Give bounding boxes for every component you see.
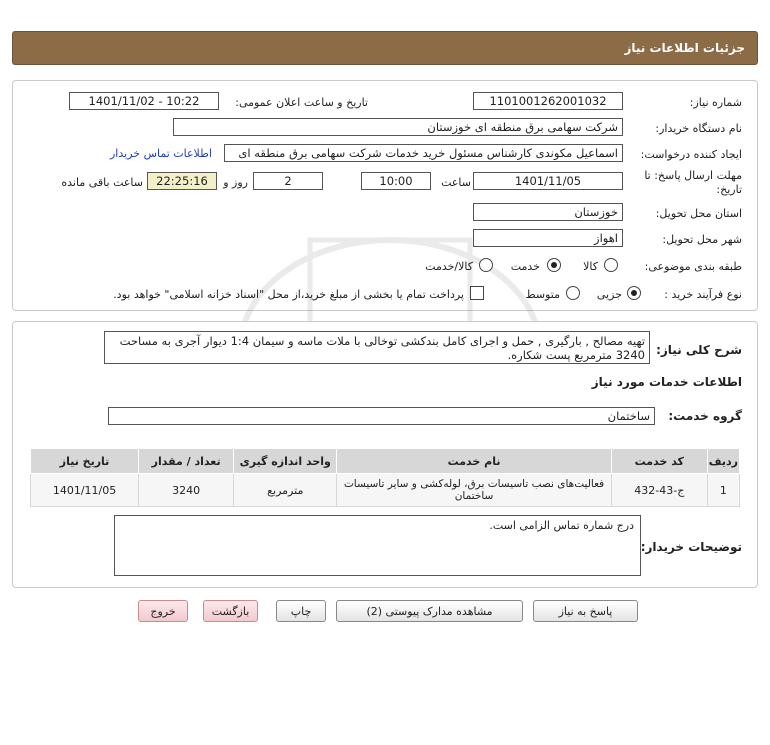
requester-label: ایجاد کننده درخواست: (640, 148, 742, 161)
print-button[interactable]: چاپ (276, 600, 326, 622)
cell-name: فعالیت‌های نصب تاسیسات برق، لوله‌کشی و سایر تاسیسات ساختمان (337, 474, 612, 507)
buyer-contact-link[interactable]: اطلاعات تماس خریدار (110, 147, 212, 160)
page-header (12, 31, 758, 65)
need-number-field[interactable]: 1101001262001032 (473, 92, 623, 110)
announce-field[interactable]: 1401/11/02 - 10:22 (69, 92, 219, 110)
city-label: شهر محل تحویل: (662, 233, 742, 246)
buyer-org-field[interactable]: شرکت سهامی برق منطقه ای خوزستان (173, 118, 623, 136)
process-option-medium: متوسط (525, 288, 560, 301)
province-field[interactable]: خوزستان (473, 203, 623, 221)
treasury-payment-checkbox[interactable] (470, 286, 484, 300)
attachments-button[interactable]: مشاهده مدارک پیوستی (2) (336, 600, 523, 622)
category-radio-goods[interactable] (604, 258, 618, 272)
service-group-field[interactable]: ساختمان (108, 407, 655, 425)
process-radio-minor[interactable] (627, 286, 641, 300)
process-label: نوع فرآیند خرید : (664, 288, 742, 301)
buyer-notes-text: درج شماره تماس الزامی است. (114, 515, 641, 576)
remaining-time-field: 22:25:16 (147, 172, 217, 190)
buyer-org-label: نام دستگاه خریدار: (655, 122, 742, 135)
cell-unit: مترمربع (234, 474, 337, 507)
category-option-goods: کالا (583, 260, 598, 273)
days-field[interactable]: 2 (253, 172, 323, 190)
service-group-label: گروه خدمت: (668, 409, 742, 423)
days-label: روز و (223, 176, 248, 189)
category-radio-service[interactable] (547, 258, 561, 272)
exit-button[interactable]: خروج (138, 600, 188, 622)
col-code: کد خدمت (611, 449, 707, 474)
services-section-title: اطلاعات خدمات مورد نیاز (591, 375, 742, 389)
cell-qty: 3240 (139, 474, 234, 507)
table-row[interactable] (31, 474, 740, 507)
need-info-panel (12, 80, 758, 311)
category-option-goods-service: کالا/خدمت (425, 260, 473, 273)
col-date: تاریخ نیاز (31, 449, 139, 474)
col-qty: تعداد / مقدار (139, 449, 234, 474)
remaining-label: ساعت باقی مانده (61, 176, 143, 189)
col-unit: واحد اندازه گیری (234, 449, 337, 474)
need-number-label: شماره نیاز: (689, 96, 742, 109)
deadline-time-field[interactable]: 10:00 (361, 172, 431, 190)
services-table (30, 448, 740, 507)
province-label: استان محل تحویل: (655, 207, 742, 220)
city-field[interactable]: اهواز (473, 229, 623, 247)
deadline-time-label: ساعت (441, 176, 471, 189)
buyer-notes-label: توضیحات خریدار: (640, 540, 742, 554)
deadline-date-label: تاریخ: (716, 183, 742, 196)
deadline-date-field[interactable]: 1401/11/05 (473, 172, 623, 190)
process-option-minor: جزیی (596, 288, 622, 301)
reply-button[interactable]: پاسخ به نیاز (533, 600, 638, 622)
category-option-service: خدمت (510, 260, 540, 273)
deadline-label: مهلت ارسال پاسخ: تا (644, 169, 742, 182)
requester-field[interactable]: اسماعیل مکوندی کارشناس مسئول خرید خدمات شرکت سهامی برق منطقه ای (224, 144, 623, 162)
description-text: تهیه مصالح , بارگیری , حمل و اجرای کامل بندکشی توخالی با ملات ماسه و سیمان 1:4 دیوار آجری به مساحت 3240 مترمربع پست شکاره. (104, 331, 650, 364)
category-label: طبقه بندی موضوعی: (644, 260, 742, 273)
category-radio-goods-service[interactable] (479, 258, 493, 272)
description-label: شرح کلی نیاز: (656, 343, 742, 357)
cell-code: ج-43-432 (611, 474, 707, 507)
col-name: نام خدمت (337, 449, 612, 474)
treasury-payment-note: پرداخت تمام یا بخشی از مبلغ خرید،از محل "اسناد خزانه اسلامی" خواهد بود. (113, 288, 464, 301)
process-radio-medium[interactable] (566, 286, 580, 300)
table-header-row (31, 449, 740, 474)
announce-label: تاریخ و ساعت اعلان عمومی: (235, 96, 368, 109)
back-button[interactable]: بازگشت (203, 600, 258, 622)
page-title: جزئیات اطلاعات نیاز (624, 41, 745, 55)
cell-date: 1401/11/05 (31, 474, 139, 507)
col-row: ردیف (707, 449, 739, 474)
cell-row: 1 (707, 474, 739, 507)
